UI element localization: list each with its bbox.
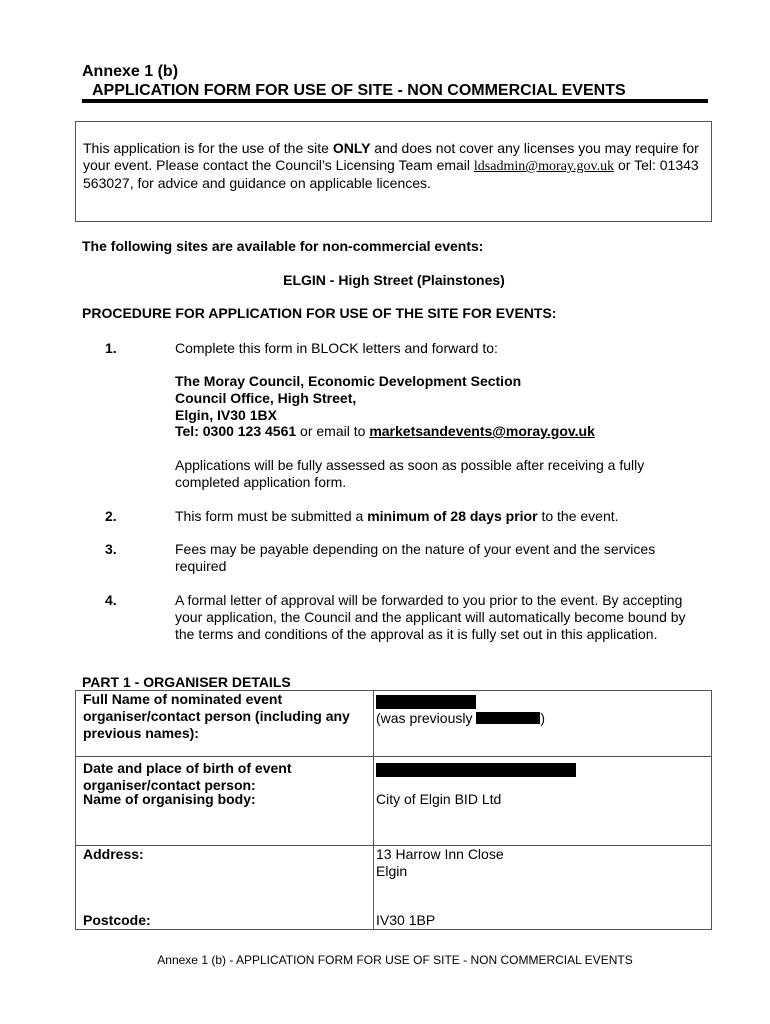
previous-name-value[interactable] <box>376 710 545 727</box>
item-text: A formal letter of approval will be forwarded to you prior to the event. By accepting your application, the Council and the applicant will automatically become bound by the terms and conditions of the approval as it is fully set out in this application. <box>175 592 686 642</box>
table-border <box>75 929 712 930</box>
notice-text-part: and does not cover any licenses you may require for your event. Please contact the Council’s Licensing Team email <box>83 140 699 173</box>
events-email-link[interactable]: marketsandevents@moray.gov.uk <box>369 423 595 439</box>
notice-only-emphasis: ONLY <box>332 140 371 156</box>
redaction-bar <box>376 763 576 777</box>
organiser-name-label: Full Name of nominated event organiser/contact person (including any previous names): <box>83 691 350 741</box>
item-number: 1. <box>105 340 117 356</box>
item-text <box>175 508 705 525</box>
sites-heading: The following sites are available for non-commercial events: <box>82 238 484 254</box>
table-row <box>75 791 712 845</box>
notice-text-part: This application is for the use of the site <box>83 140 333 156</box>
contact-line <box>175 423 595 440</box>
table-row <box>75 757 712 791</box>
item-text-part: to the event. <box>537 508 619 524</box>
birth-details-label: Date and place of birth of event organiser/contact person: <box>83 760 292 793</box>
address-value-line: 13 Harrow Inn Close <box>376 846 504 862</box>
address-value-line: Elgin <box>376 863 408 879</box>
address-line: Council Office, High Street, <box>175 390 357 406</box>
procedure-heading: PROCEDURE FOR APPLICATION FOR USE OF THE SITE FOR EVENTS: <box>82 305 557 321</box>
organiser-details-table <box>75 690 712 930</box>
site-name: ELGIN - High Street (Plainstones) <box>283 272 505 288</box>
organising-body-value[interactable]: City of Elgin BID Ltd <box>376 791 502 807</box>
telephone: Tel: 0300 123 4561 <box>175 423 297 439</box>
page-title: APPLICATION FORM FOR USE OF SITE - NON COMMERCIAL EVENTS <box>92 82 626 99</box>
licence-notice-box <box>75 121 712 222</box>
part1-heading: PART 1 - ORGANISER DETAILS <box>82 674 291 690</box>
contact-connector: or email to <box>296 423 370 439</box>
address-line: Elgin, IV30 1BX <box>175 407 277 423</box>
licence-notice-text <box>83 140 703 192</box>
item-text-part: This form must be submitted a <box>175 508 368 524</box>
address-line: The Moray Council, Economic Development Section <box>175 373 522 389</box>
item-number: 4. <box>105 592 117 608</box>
address-label: Address: <box>83 846 144 862</box>
item-text: Fees may be payable depending on the nature of your event and the services required <box>175 541 656 574</box>
licensing-email-link[interactable]: ldsadmin@moray.gov.uk <box>473 159 615 174</box>
redaction-bar <box>376 695 476 709</box>
redaction-bar <box>476 712 540 724</box>
postcode-value[interactable]: IV30 1BP <box>376 912 436 928</box>
deadline-emphasis: minimum of 28 days prior <box>367 508 538 524</box>
item-text: Complete this form in BLOCK letters and forward to: <box>175 340 498 356</box>
table-row <box>75 691 712 756</box>
postcode-label: Postcode: <box>83 912 151 928</box>
page-footer: Annexe 1 (b) - APPLICATION FORM FOR USE OF SITE - NON COMMERCIAL EVENTS <box>157 953 633 967</box>
column-divider <box>373 691 374 756</box>
previous-name-prefix: (was previously <box>376 710 477 726</box>
notice-text-part: or Tel: 01343 563027, for advice and guidance on applicable licences. <box>83 157 699 191</box>
address-value[interactable] <box>376 846 504 880</box>
title-underline <box>82 99 708 103</box>
column-divider <box>373 846 374 929</box>
previous-name-suffix: ) <box>540 710 546 726</box>
organising-body-label: Name of organising body: <box>83 791 256 807</box>
table-row <box>75 846 712 929</box>
column-divider <box>373 791 374 845</box>
assessment-text: Applications will be fully assessed as soon as possible after receiving a fully completed application form. <box>175 457 645 490</box>
item-number: 2. <box>105 508 117 524</box>
column-divider <box>373 757 374 791</box>
annex-label: Annexe 1 (b) <box>82 63 179 80</box>
item-number: 3. <box>105 541 117 557</box>
